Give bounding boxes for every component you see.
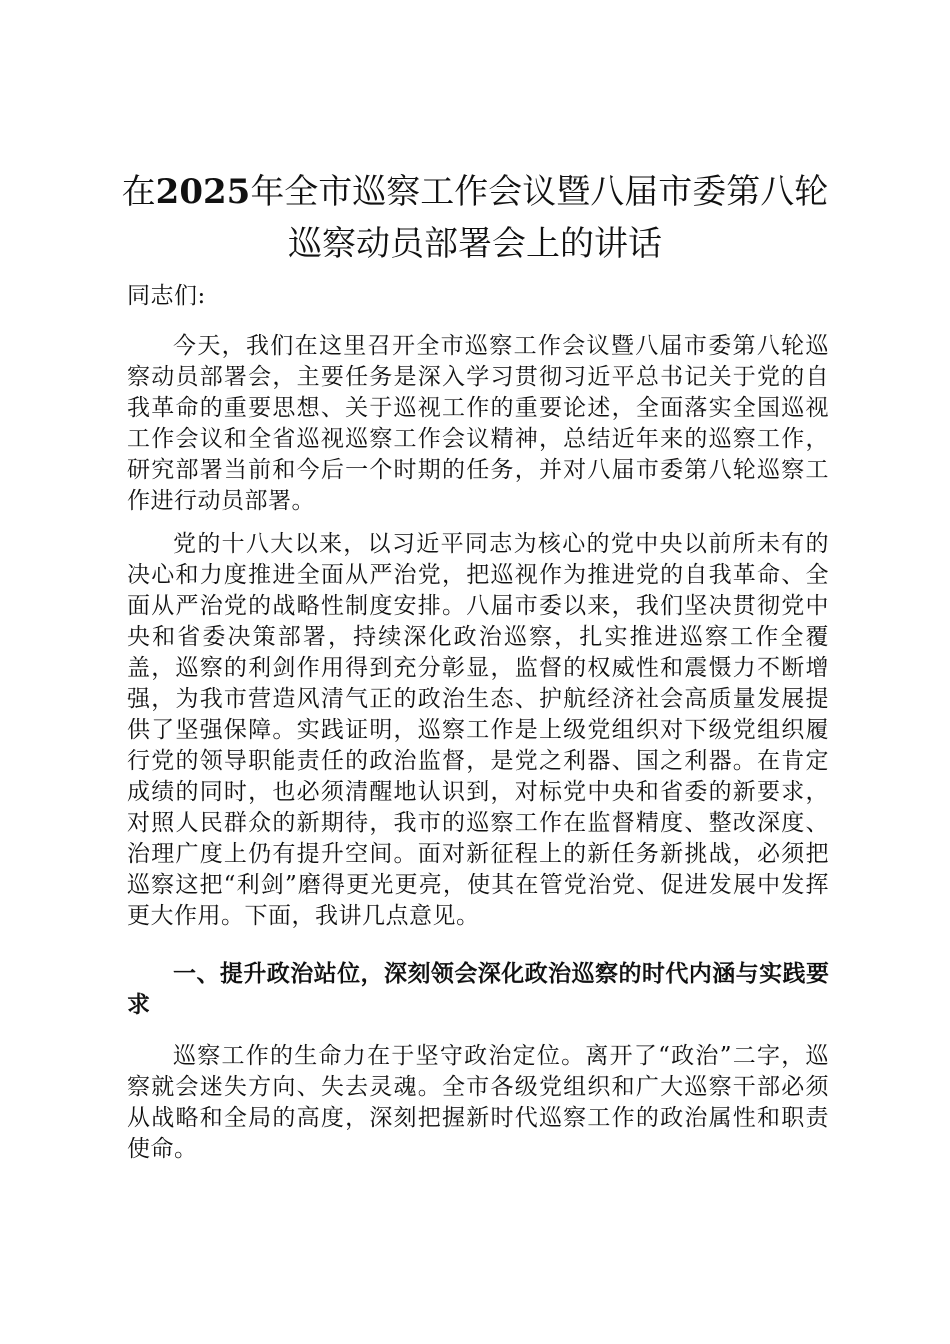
paragraph-2: 党的十八大以来，以习近平同志为核心的党中央以前所未有的决心和力度推进全面从严治党，把巡视作为推进党的自我革命、全面从严治党的战略性制度安排。八届市委以来，我们坚决贯彻党中央和省委决策部署，持续深化政治巡察，扎实推进巡察工作全覆盖，巡察的利剑作用得到充分彰显，监督的权威性和震慑力不断增强，为我市营造风清气正的政治生态、护航经济社会高质量发展提供了坚强保障。实践证明，巡察工作是上级党组织对下级党组织履行党的领导职能责任的政治监督，是党之利器、国之利器。在肯定成绩的同时，也必须清醒地认识到，对标党中央和省委的新要求，对照人民群众的新期待，我市的巡察工作在监督精度、整改深度、治理广度上仍有提升空间。面对新征程上的新任务新挑战，必须把巡察这把“利剑”磨得更光更亮，使其在管党治党、促进发展中发挥更大作用。下面，我讲几点意见。: [127, 531, 829, 929]
document-title: [120, 166, 830, 270]
section-paragraph: 巡察工作的生命力在于坚守政治定位。离开了“政治”二字，巡察就会迷失方向、失去灵魂。全市各级党组织和广大巡察干部必须从战略和全局的高度，深刻把握新时代巡察工作的政治属性和职责使命。: [127, 1043, 829, 1162]
title-rest: 年全市巡察工作会议暨八届市委第八轮巡察动员部署会上的讲话: [250, 172, 829, 264]
section-heading: 一、提升政治站位，深刻领会深化政治巡察的时代内涵与实践要求: [127, 961, 829, 1018]
paragraph-1: 今天，我们在这里召开全市巡察工作会议暨八届市委第八轮巡察动员部署会，主要任务是深入学习贯彻习近平总书记关于党的自我革命的重要思想、关于巡视工作的重要论述，全面落实全国巡视工作会议和全省巡视巡察工作会议精神，总结近年来的巡察工作，研究部署当前和今后一个时期的任务，并对八届市委第八轮巡察工作进行动员部署。: [127, 333, 829, 514]
salutation: 同志们:: [127, 283, 206, 309]
title-year: 2025: [155, 172, 251, 212]
title-prefix: 在: [121, 172, 156, 212]
